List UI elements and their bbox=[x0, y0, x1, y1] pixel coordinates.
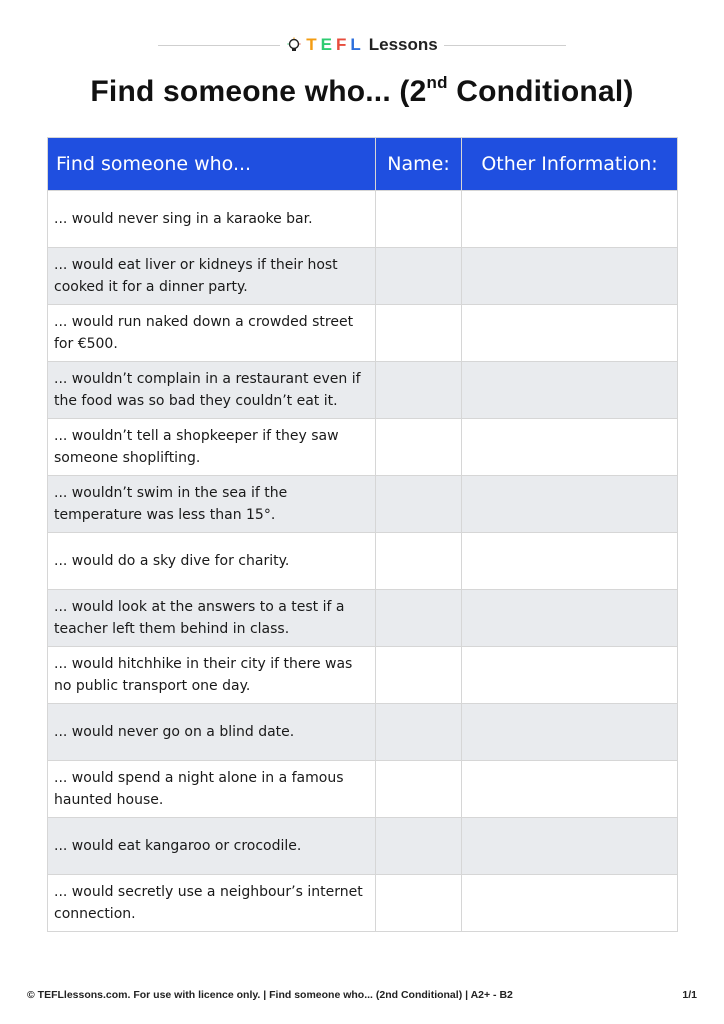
name-answer-cell[interactable] bbox=[376, 590, 462, 647]
table-row bbox=[48, 590, 678, 647]
header-find-someone: Find someone who... bbox=[48, 138, 376, 191]
prompt-cell: ... wouldn’t tell a shopkeeper if they saw someone shoplifting. bbox=[48, 419, 376, 476]
prompt-cell: ... would look at the answers to a test if a teacher left them behind in class. bbox=[48, 590, 376, 647]
table-row bbox=[48, 362, 678, 419]
other-info-answer-cell[interactable] bbox=[462, 761, 678, 818]
header-other-info: Other Information: bbox=[462, 138, 678, 191]
name-answer-cell[interactable] bbox=[376, 419, 462, 476]
logo-letter-t: T bbox=[306, 35, 317, 54]
other-info-answer-cell[interactable] bbox=[462, 305, 678, 362]
table-row bbox=[48, 647, 678, 704]
page-title bbox=[0, 73, 724, 109]
name-answer-cell[interactable] bbox=[376, 191, 462, 248]
prompt-cell: ... would eat kangaroo or crocodile. bbox=[48, 818, 376, 875]
prompt-cell: ... wouldn’t swim in the sea if the temperature was less than 15°. bbox=[48, 476, 376, 533]
other-info-answer-cell[interactable] bbox=[462, 590, 678, 647]
lightbulb-icon bbox=[286, 37, 302, 53]
brand-header bbox=[158, 32, 566, 58]
other-info-answer-cell[interactable] bbox=[462, 818, 678, 875]
footer-page-number: 1/1 bbox=[682, 989, 697, 1001]
other-info-answer-cell[interactable] bbox=[462, 191, 678, 248]
table-row bbox=[48, 191, 678, 248]
tefl-lessons-logo bbox=[286, 35, 438, 55]
other-info-answer-cell[interactable] bbox=[462, 362, 678, 419]
other-info-answer-cell[interactable] bbox=[462, 647, 678, 704]
logo-word-lessons: Lessons bbox=[368, 35, 438, 54]
name-answer-cell[interactable] bbox=[376, 248, 462, 305]
worksheet-table bbox=[47, 137, 678, 932]
table-row bbox=[48, 533, 678, 590]
name-answer-cell[interactable] bbox=[376, 362, 462, 419]
brand-rule-right bbox=[444, 45, 566, 46]
name-answer-cell[interactable] bbox=[376, 761, 462, 818]
name-answer-cell[interactable] bbox=[376, 818, 462, 875]
table-row bbox=[48, 248, 678, 305]
table-row bbox=[48, 704, 678, 761]
other-info-answer-cell[interactable] bbox=[462, 248, 678, 305]
other-info-answer-cell[interactable] bbox=[462, 704, 678, 761]
name-answer-cell[interactable] bbox=[376, 476, 462, 533]
name-answer-cell[interactable] bbox=[376, 875, 462, 932]
table-header-row bbox=[48, 138, 678, 191]
title-end: Conditional) bbox=[447, 75, 634, 108]
prompt-cell: ... would spend a night alone in a famous haunted house. bbox=[48, 761, 376, 818]
table-row bbox=[48, 476, 678, 533]
brand-rule-left bbox=[158, 45, 280, 46]
prompt-cell: ... wouldn’t complain in a restaurant even if the food was so bad they couldn’t eat it. bbox=[48, 362, 376, 419]
table-row bbox=[48, 419, 678, 476]
title-main: Find someone who... (2 bbox=[90, 75, 427, 108]
footer-copyright: © TEFLlessons.com. For use with licence only. | Find someone who... (2nd Conditional) | A2+ - B2 bbox=[27, 989, 513, 1001]
name-answer-cell[interactable] bbox=[376, 704, 462, 761]
prompt-cell: ... would do a sky dive for charity. bbox=[48, 533, 376, 590]
name-answer-cell[interactable] bbox=[376, 533, 462, 590]
prompt-cell: ... would secretly use a neighbour’s internet connection. bbox=[48, 875, 376, 932]
prompt-cell: ... would run naked down a crowded street for €500. bbox=[48, 305, 376, 362]
other-info-answer-cell[interactable] bbox=[462, 476, 678, 533]
logo-letter-f: F bbox=[335, 35, 347, 54]
page-footer bbox=[27, 989, 697, 1001]
name-answer-cell[interactable] bbox=[376, 305, 462, 362]
table-row bbox=[48, 305, 678, 362]
other-info-answer-cell[interactable] bbox=[462, 875, 678, 932]
logo-letter-l: L bbox=[350, 35, 361, 54]
header-name: Name: bbox=[376, 138, 462, 191]
table-row bbox=[48, 818, 678, 875]
other-info-answer-cell[interactable] bbox=[462, 419, 678, 476]
other-info-answer-cell[interactable] bbox=[462, 533, 678, 590]
table-row bbox=[48, 761, 678, 818]
title-superscript: nd bbox=[426, 73, 448, 92]
prompt-cell: ... would never sing in a karaoke bar. bbox=[48, 191, 376, 248]
prompt-cell: ... would never go on a blind date. bbox=[48, 704, 376, 761]
logo-letter-e: E bbox=[320, 35, 332, 54]
name-answer-cell[interactable] bbox=[376, 647, 462, 704]
prompt-cell: ... would hitchhike in their city if there was no public transport one day. bbox=[48, 647, 376, 704]
table-row bbox=[48, 875, 678, 932]
prompt-cell: ... would eat liver or kidneys if their host cooked it for a dinner party. bbox=[48, 248, 376, 305]
